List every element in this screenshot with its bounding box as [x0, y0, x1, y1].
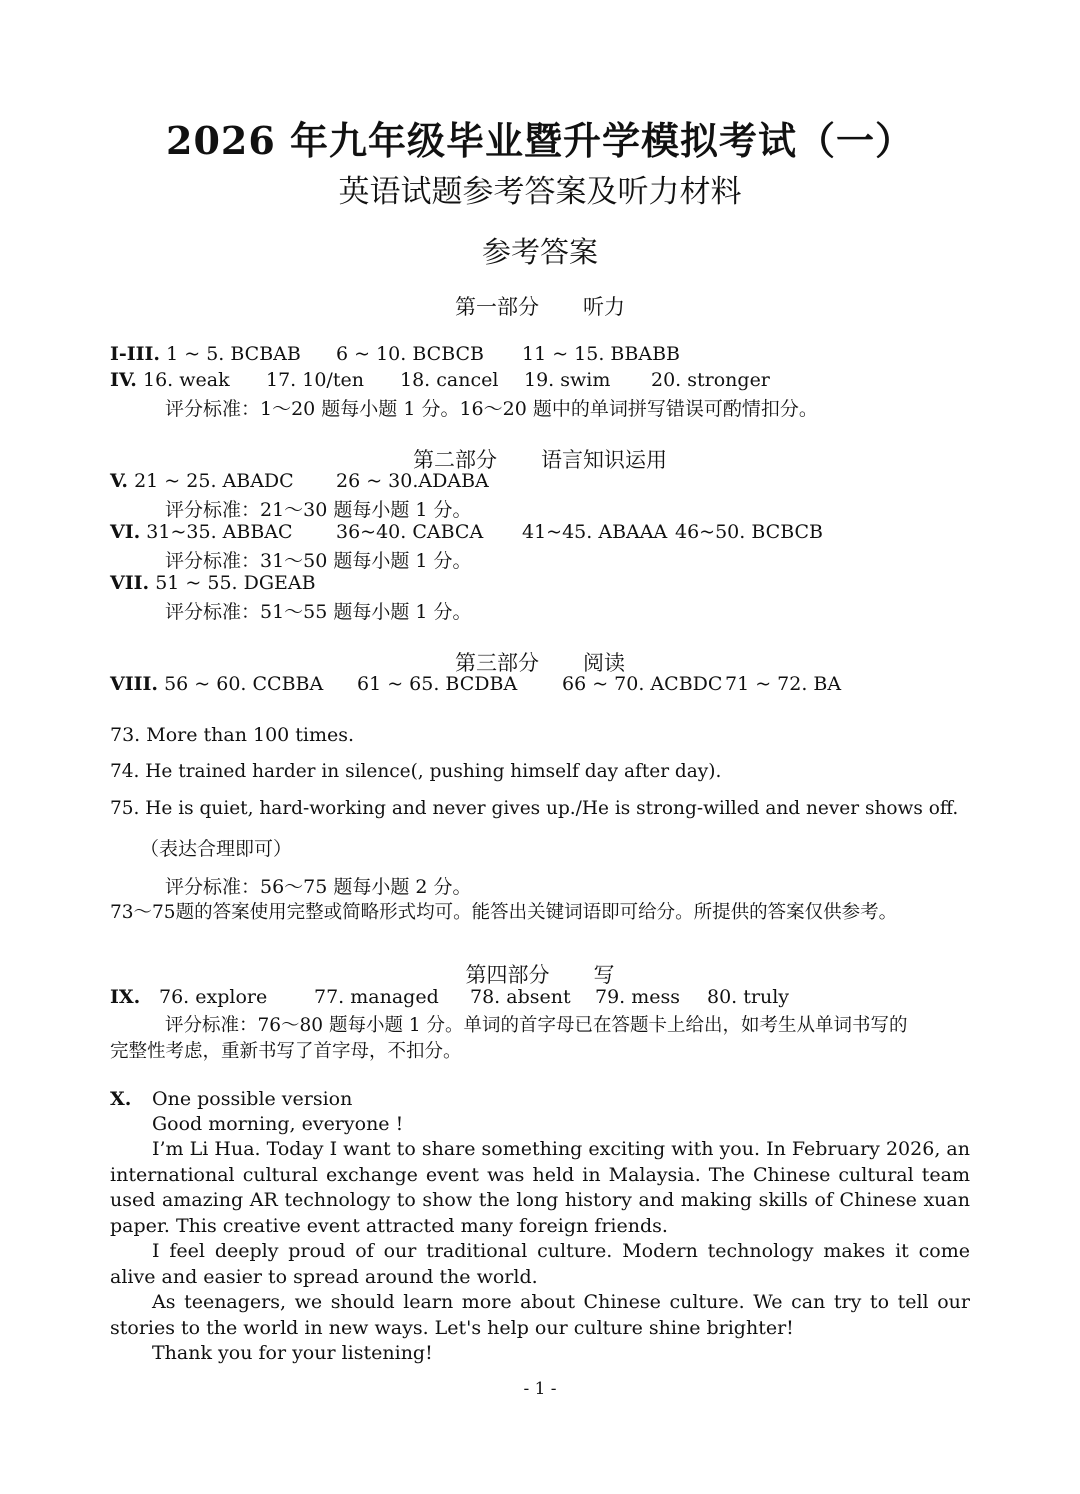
- essay-closing: Thank you for your listening!: [152, 1342, 433, 1364]
- answer-item: 76. explore: [159, 986, 268, 1008]
- grading-note: 评分标准：56～75 题每小题 2 分。: [165, 876, 472, 898]
- answer-group: 6 ~ 10. BCBCB: [336, 343, 485, 365]
- grading-note: 评分标准：1～20 题每小题 1 分。16～20 题中的单词拼写错误可酌情扣分。: [165, 398, 818, 420]
- part3-heading-number: 第三部分: [455, 651, 539, 675]
- essay-paragraph: [110, 1137, 970, 1239]
- part1-heading-name: 听力: [583, 295, 625, 319]
- part1-heading-number: 第一部分: [455, 295, 539, 319]
- answer-row-7: [110, 572, 316, 594]
- answers-heading: 参考答案: [481, 235, 598, 269]
- answer-row-1-3: [110, 343, 301, 365]
- answer-row-8: [110, 673, 323, 695]
- part2-heading-name: 语言知识运用: [541, 448, 667, 472]
- answer-item: 19. swim: [524, 369, 611, 391]
- grading-note: 评分标准：51～55 题每小题 1 分。: [165, 601, 472, 623]
- answer-group: 21 ~ 25. ABADC: [134, 470, 294, 492]
- essay-intro: One possible version: [152, 1088, 353, 1110]
- answer-row-5: [110, 470, 294, 492]
- section-label: I-III.: [110, 343, 161, 365]
- essay-text: I’m Li Hua. Today I want to share something exciting with you. In February 2026, an international cultural exchange event was held in Malaysia. The Chinese cultural team used amazing AR technology to show the long history and making skills of Chinese xuan paper. This creative event attracted many foreign friends.: [110, 1138, 970, 1237]
- answer-item: 16. weak: [142, 369, 230, 391]
- answer-item: 20. stronger: [651, 369, 770, 391]
- answer-item: 80. truly: [707, 986, 790, 1008]
- answer-group: 61 ~ 65. BCDBA: [357, 673, 518, 695]
- answer-group: 46~50. BCBCB: [675, 521, 824, 543]
- grading-note-cont: 完整性考虑，重新书写了首字母，不扣分。: [110, 1041, 462, 1062]
- answer-item: 78. absent: [470, 986, 571, 1008]
- part1-heading: [0, 291, 1080, 321]
- answer-item: 79. mess: [595, 986, 681, 1008]
- page-title: 2026 年九年级毕业暨升学模拟考试（一）: [166, 118, 914, 163]
- answer-group: 11 ~ 15. BBABB: [522, 343, 681, 365]
- grading-note: 评分标准：31～50 题每小题 1 分。: [165, 550, 472, 572]
- page-subtitle: 英语试题参考答案及听力材料: [338, 174, 742, 210]
- essay-text: As teenagers, we should learn more about Chinese culture. We can try to tell our stories to the world in new ways. Let's help our culture shine brighter!: [110, 1291, 970, 1339]
- answer-group: 36~40. CABCA: [336, 521, 484, 543]
- essay-paragraph: [110, 1290, 970, 1341]
- answer-item: 17. 10/ten: [266, 369, 364, 391]
- answer-group: 51 ~ 55. DGEAB: [155, 572, 316, 594]
- section-label: V.: [110, 470, 129, 492]
- essay-label: X.: [110, 1088, 132, 1110]
- section-label: VII.: [110, 572, 150, 594]
- part3-heading-name: 阅读: [583, 651, 625, 675]
- answer-group: 26 ~ 30.ADABA: [336, 470, 489, 492]
- answer-row-9: [110, 986, 140, 1008]
- part4-heading-name: 写: [593, 963, 615, 987]
- answer-74: 74. He trained harder in silence(, pushing himself day after day).: [110, 761, 722, 782]
- answer-note: （表达合理即可）: [140, 838, 293, 860]
- page-number: - 1 -: [523, 1379, 557, 1399]
- essay-paragraph: [110, 1239, 970, 1290]
- essay-text: I feel deeply proud of our traditional culture. Modern technology makes it come alive and easier to spread around the world.: [110, 1240, 970, 1288]
- answer-group: 71 ~ 72. BA: [725, 673, 842, 695]
- grading-note: 评分标准：76～80 题每小题 1 分。单词的首字母已在答题卡上给出，如考生从单词书写的: [165, 1015, 908, 1036]
- answer-item: 18. cancel: [400, 369, 499, 391]
- answer-group: 56 ~ 60. CCBBA: [164, 673, 324, 695]
- section-label: IV.: [110, 369, 137, 391]
- answer-group: 41~45. ABAAA: [522, 521, 668, 543]
- section-label: [110, 1088, 131, 1110]
- section-label: VI.: [110, 521, 141, 543]
- part2-heading-number: 第二部分: [413, 448, 497, 472]
- grading-note: 评分标准：21～30 题每小题 1 分。: [165, 499, 472, 521]
- answer-item: 77. managed: [314, 986, 439, 1008]
- answer-group: 66 ~ 70. ACBDC: [562, 673, 723, 695]
- grading-note-2: 73～75题的答案使用完整或简略形式均可。能答出关键词语即可给分。所提供的答案仅供参考。: [110, 902, 898, 923]
- section-label: VIII.: [110, 673, 159, 695]
- answer-75: 75. He is quiet, hard-working and never gives up./He is strong-willed and never shows off.: [110, 798, 959, 819]
- answer-group: 31~35. ABBAC: [146, 521, 293, 543]
- part4-heading-number: 第四部分: [465, 963, 550, 987]
- answer-73: 73. More than 100 times.: [110, 724, 355, 746]
- section-label: IX.: [110, 986, 141, 1008]
- essay-greeting: Good morning, everyone !: [152, 1113, 404, 1135]
- answer-group: 1 ~ 5. BCBAB: [166, 343, 301, 365]
- part4-heading: [0, 959, 1080, 989]
- answer-row-6: [110, 521, 293, 543]
- answer-row-4: [110, 369, 230, 391]
